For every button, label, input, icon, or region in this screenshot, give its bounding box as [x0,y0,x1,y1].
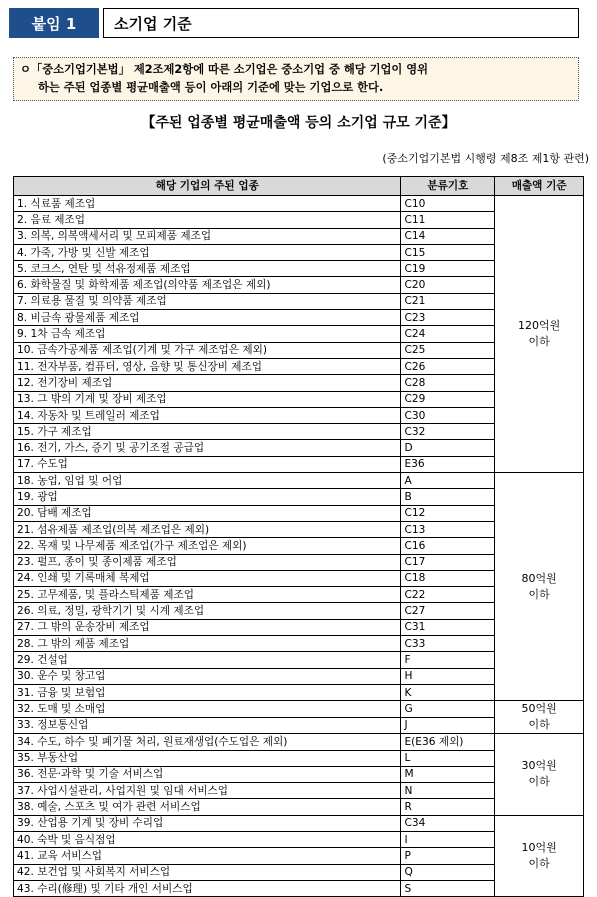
code-cell: C18 [401,570,495,586]
code-cell: C14 [401,228,495,244]
table-row [14,701,584,718]
revenue-criterion-cell [495,701,584,734]
industry-cell: 34. 수도, 하수 및 폐기물 처리, 원료재생업(수도업은 제외) [14,734,401,750]
code-cell: E(E36 제외) [401,734,495,750]
code-cell: C13 [401,521,495,537]
legal-source: (중소기업기본법 시행령 제8조 제1항 관련) [382,152,589,165]
table-row [14,196,584,212]
industry-cell: 41. 교육 서비스업 [14,848,401,864]
industry-cell: 28. 그 밖의 제품 제조업 [14,636,401,652]
table-row [14,734,584,750]
industry-cell: 1. 식료품 제조업 [14,196,401,212]
code-cell: D [401,440,495,456]
industry-cell: 20. 담배 제조업 [14,505,401,521]
industry-cell: 5. 코크스, 연탄 및 석유정제품 제조업 [14,261,401,277]
code-cell: C26 [401,358,495,374]
code-cell: C33 [401,636,495,652]
industry-cell: 40. 숙박 및 음식점업 [14,831,401,847]
code-cell: C17 [401,554,495,570]
revenue-criterion-cell [495,473,584,701]
industry-cell: 4. 가죽, 가방 및 신발 제조업 [14,244,401,260]
industry-cell: 38. 예술, 스포츠 및 여가 관련 서비스업 [14,799,401,815]
revenue-amount: 10억원 [521,840,557,854]
code-cell: C11 [401,212,495,228]
revenue-amount: 120억원 [518,319,561,333]
table-header-row [14,177,584,196]
industry-cell: 39. 산업용 기계 및 장비 수리업 [14,815,401,831]
revenue-amount: 80억원 [521,571,557,585]
industry-cell: 36. 전문·과학 및 기술 서비스업 [14,766,401,782]
code-cell: C15 [401,244,495,260]
code-cell: C31 [401,619,495,635]
page-title: 소기업 기준 [103,8,579,38]
industry-cell: 3. 의복, 의복액세서리 및 모피제품 제조업 [14,228,401,244]
industry-cell: 19. 광업 [14,489,401,505]
revenue-qualifier: 이하 [528,335,550,349]
industry-cell: 15. 가구 제조업 [14,424,401,440]
code-cell: C19 [401,261,495,277]
code-cell: H [401,668,495,684]
header-revenue: 매출액 기준 [495,177,584,196]
industry-cell: 23. 펄프, 종이 및 종이제품 제조업 [14,554,401,570]
industry-cell: 2. 음료 제조업 [14,212,401,228]
code-cell: A [401,473,495,489]
industry-cell: 37. 사업시설관리, 사업지원 및 임대 서비스업 [14,783,401,799]
industry-cell: 24. 인쇄 및 기록매체 복제업 [14,570,401,586]
code-cell: I [401,831,495,847]
industry-cell: 27. 그 밖의 운송장비 제조업 [14,619,401,635]
industry-cell: 10. 금속가공제품 제조업(기계 및 가구 제조업은 제외) [14,342,401,358]
notice-box [13,57,579,101]
code-cell: Q [401,864,495,880]
industry-cell: 14. 자동차 및 트레일러 제조업 [14,407,401,423]
code-cell: C30 [401,407,495,423]
table-row [14,473,584,489]
code-cell: R [401,799,495,815]
code-cell: L [401,750,495,766]
code-cell: C22 [401,587,495,603]
appendix-tag: 붙임 1 [9,8,99,38]
industry-cell: 22. 목재 및 나무제품 제조업(가구 제조업은 제외) [14,538,401,554]
code-cell: C27 [401,603,495,619]
industry-cell: 13. 그 밖의 기계 및 장비 제조업 [14,391,401,407]
industry-cell: 33. 정보통신업 [14,717,401,734]
industry-cell: 17. 수도업 [14,456,401,472]
code-cell: J [401,717,495,734]
code-cell: F [401,652,495,668]
code-cell: C25 [401,342,495,358]
revenue-criterion-cell [495,734,584,815]
code-cell: C23 [401,310,495,326]
industry-cell: 21. 섬유제품 제조업(의복 제조업은 제외) [14,521,401,537]
code-cell: S [401,880,495,896]
industry-cell: 8. 비금속 광물제품 제조업 [14,310,401,326]
notice-line-1: ㅇ「중소기업기본법」 제2조제2항에 따른 소기업은 중소기업 중 해당 기업이 영위 [20,63,429,76]
code-cell: C20 [401,277,495,293]
code-cell: C32 [401,424,495,440]
code-cell: P [401,848,495,864]
table-body [14,196,584,897]
table-title: 【주된 업종별 평균매출액 등의 소기업 규모 기준】 [141,115,456,131]
header-industry: 해당 기업의 주된 업종 [14,177,401,196]
appendix-header [9,8,579,38]
industry-cell: 9. 1차 금속 제조업 [14,326,401,342]
revenue-qualifier: 이하 [528,587,550,601]
revenue-qualifier: 이하 [528,718,550,732]
industry-cell: 32. 도매 및 소매업 [14,701,401,718]
industry-cell: 29. 건설업 [14,652,401,668]
industry-cell: 7. 의료용 물질 및 의약품 제조업 [14,293,401,309]
industry-cell: 31. 금융 및 보험업 [14,684,401,700]
code-cell: C16 [401,538,495,554]
code-cell: B [401,489,495,505]
revenue-criterion-cell [495,196,584,473]
industry-cell: 18. 농업, 임업 및 어업 [14,473,401,489]
industry-cell: 16. 전기, 가스, 증기 및 공기조절 공급업 [14,440,401,456]
notice-line-2: 하는 주된 업종별 평균매출액 등이 아래의 기준에 맞는 기업으로 한다. [38,81,384,94]
industry-cell: 43. 수리(修理) 및 기타 개인 서비스업 [14,880,401,896]
industry-cell: 35. 부동산업 [14,750,401,766]
industry-cell: 26. 의료, 정밀, 광학기기 및 시계 제조업 [14,603,401,619]
revenue-qualifier: 이하 [528,775,550,789]
industry-cell: 6. 화학물질 및 화학제품 제조업(의약품 제조업은 제외) [14,277,401,293]
code-cell: M [401,766,495,782]
code-cell: C12 [401,505,495,521]
code-cell: C24 [401,326,495,342]
code-cell: C34 [401,815,495,831]
code-cell: K [401,684,495,700]
industry-cell: 11. 전자부품, 컴퓨터, 영상, 음향 및 통신장비 제조업 [14,358,401,374]
revenue-amount: 50억원 [521,702,557,716]
table-row [14,815,584,831]
revenue-qualifier: 이하 [528,856,550,870]
header-code: 분류기호 [401,177,495,196]
industry-cell: 30. 운수 및 창고업 [14,668,401,684]
code-cell: G [401,701,495,718]
criteria-table [13,176,584,897]
industry-cell: 25. 고무제품, 및 플라스틱제품 제조업 [14,587,401,603]
code-cell: C10 [401,196,495,212]
code-cell: C28 [401,375,495,391]
industry-cell: 12. 전기장비 제조업 [14,375,401,391]
industry-cell: 42. 보건업 및 사회복지 서비스업 [14,864,401,880]
revenue-amount: 30억원 [521,759,557,773]
code-cell: N [401,783,495,799]
code-cell: E36 [401,456,495,472]
code-cell: C21 [401,293,495,309]
code-cell: C29 [401,391,495,407]
